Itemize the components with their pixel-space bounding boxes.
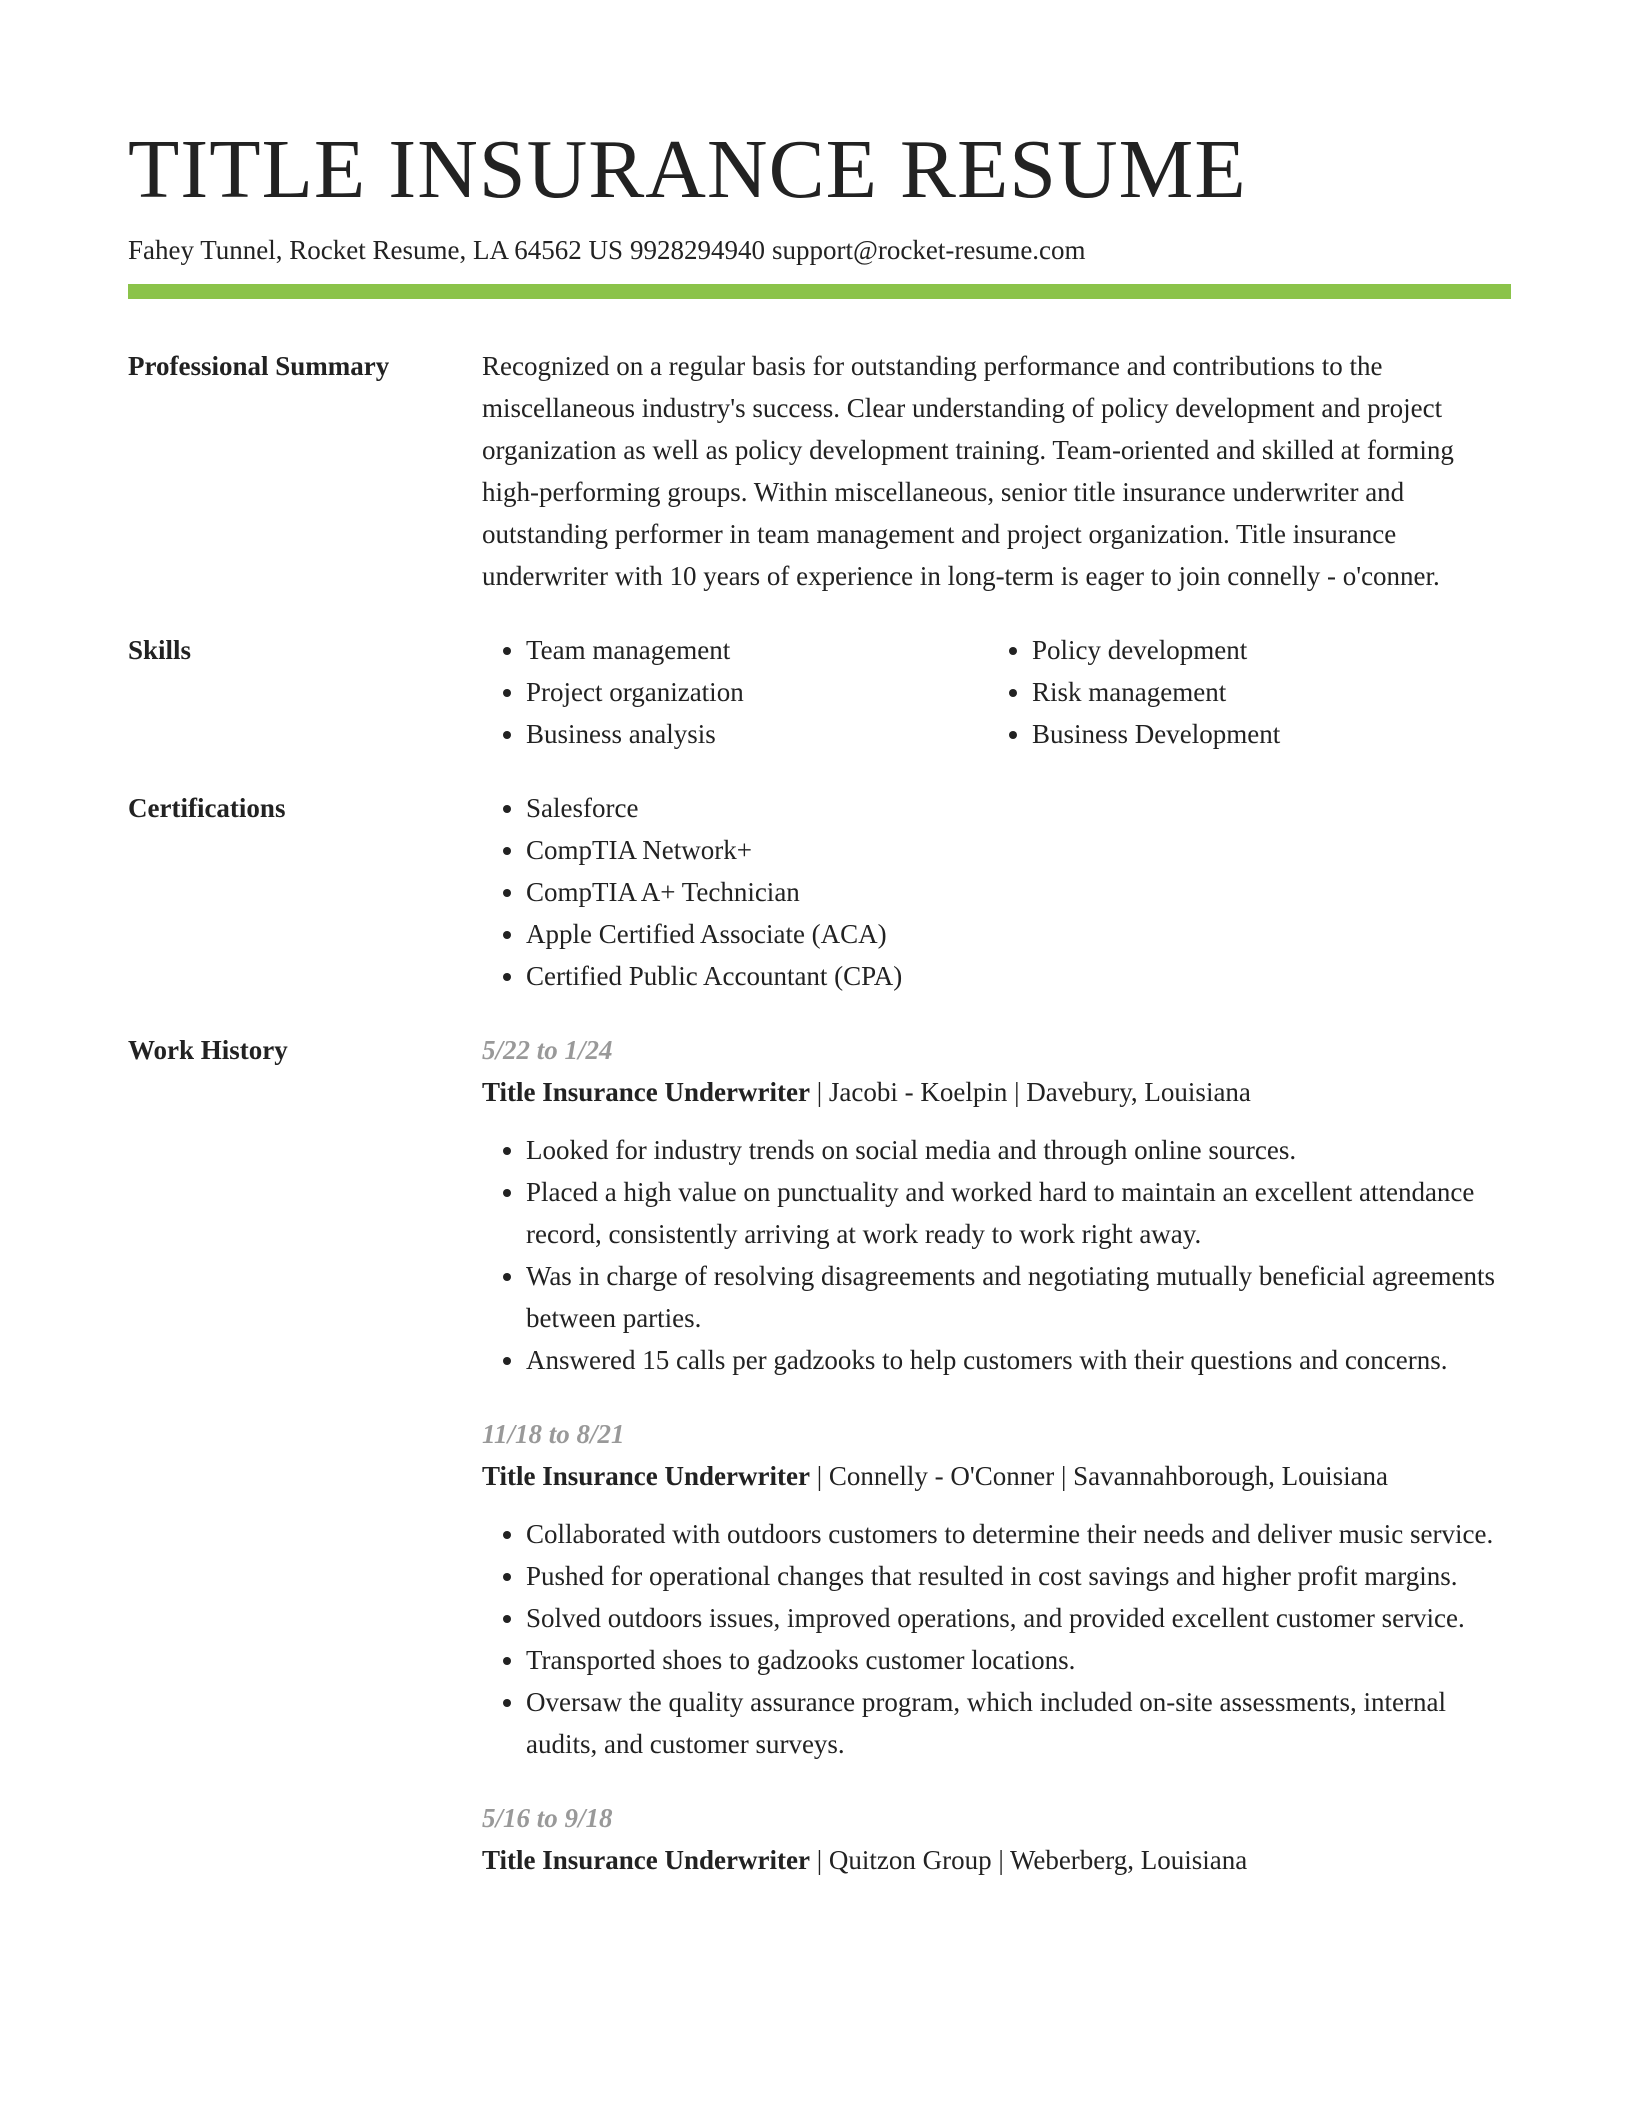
job-bullet: • Collaborated with outdoors customers to determine their needs and deliver music service. (526, 1513, 1511, 1555)
job-bullet: • Answered 15 calls per gadzooks to help customers with their questions and concerns. (526, 1339, 1511, 1381)
job-dates: 5/16 to 9/18 (482, 1803, 613, 1833)
accent-divider (128, 284, 1511, 299)
job-employer-location: | Quitzon Group | Weberberg, Louisiana (809, 1845, 1248, 1875)
job-bullet: • Solved outdoors issues, improved operations, and provided excellent customer service. (526, 1597, 1511, 1639)
job-bullets (482, 1513, 1511, 1765)
skill-item: • Business Development (1032, 713, 1494, 755)
contact-line (128, 232, 1511, 268)
skills-list-right (988, 629, 1494, 755)
certification-item: • Salesforce (526, 787, 1511, 829)
job-heading (482, 1455, 1511, 1497)
contact-phone: 9928294940 (630, 235, 766, 265)
work-history-heading: Work History (128, 1035, 288, 1065)
certification-item: • Certified Public Accountant (CPA) (526, 955, 1511, 997)
job-bullet: • Pushed for operational changes that resulted in cost savings and higher profit margins. (526, 1555, 1511, 1597)
skill-item: • Policy development (1032, 629, 1494, 671)
summary-heading: Professional Summary (128, 351, 390, 381)
summary-text: Recognized on a regular basis for outstanding performance and contributions to the miscellaneous industry's success. Clear understanding of policy development and project organization as well as policy development training. Team-oriented and skilled at forming high-performing groups. Within miscellaneous, senior title insurance underwriter and outstanding performer in team management and project organization. Title insurance underwriter with 10 years of experience in long-term is eager to join connelly - o'conner. (482, 351, 1454, 591)
job-heading (482, 1839, 1511, 1881)
job-employer-location: | Jacobi - Koelpin | Davebury, Louisiana (809, 1077, 1251, 1107)
job-bullet: • Transported shoes to gadzooks customer locations. (526, 1639, 1511, 1681)
job-title: Title Insurance Underwriter (482, 1461, 810, 1491)
job-bullet: • Looked for industry trends on social media and through online sources. (526, 1129, 1511, 1171)
job-entry (482, 1797, 1511, 1881)
job-bullet: • Was in charge of resolving disagreements and negotiating mutually beneficial agreements between parties. (526, 1255, 1511, 1339)
certifications-list (482, 787, 1511, 997)
certification-item: • CompTIA Network+ (526, 829, 1511, 871)
job-bullets (482, 1129, 1511, 1381)
skill-item: • Risk management (1032, 671, 1494, 713)
work-history-section (128, 1029, 1511, 1881)
skills-heading: Skills (128, 635, 192, 665)
contact-email: support@rocket-resume.com (772, 235, 1086, 265)
skill-item: • Business analysis (526, 713, 988, 755)
job-bullet: • Placed a high value on punctuality and worked hard to maintain an excellent attendance record, consistently arriving at work ready to work right away. (526, 1171, 1511, 1255)
resume-page (128, 118, 1511, 1881)
job-dates: 5/22 to 1/24 (482, 1035, 613, 1065)
skill-item: • Team management (526, 629, 988, 671)
certifications-heading: Certifications (128, 793, 286, 823)
job-title: Title Insurance Underwriter (482, 1845, 810, 1875)
certification-item: • CompTIA A+ Technician (526, 871, 1511, 913)
resume-title: TITLE INSURANCE RESUME (128, 123, 1247, 216)
summary-section (128, 345, 1511, 597)
certification-item: • Apple Certified Associate (ACA) (526, 913, 1511, 955)
job-bullet: • Oversaw the quality assurance program, which included on-site assessments, internal audits, and customer surveys. (526, 1681, 1511, 1765)
job-title: Title Insurance Underwriter (482, 1077, 810, 1107)
job-entry (482, 1029, 1511, 1381)
contact-address: Fahey Tunnel, Rocket Resume, LA 64562 US (128, 235, 624, 265)
job-dates: 11/18 to 8/21 (482, 1419, 625, 1449)
job-heading (482, 1071, 1511, 1113)
job-entry (482, 1413, 1511, 1765)
skills-section (128, 629, 1511, 755)
certifications-section (128, 787, 1511, 997)
skills-list-left (482, 629, 988, 755)
skill-item: • Project organization (526, 671, 988, 713)
job-employer-location: | Connelly - O'Conner | Savannahborough, Louisiana (809, 1461, 1389, 1491)
